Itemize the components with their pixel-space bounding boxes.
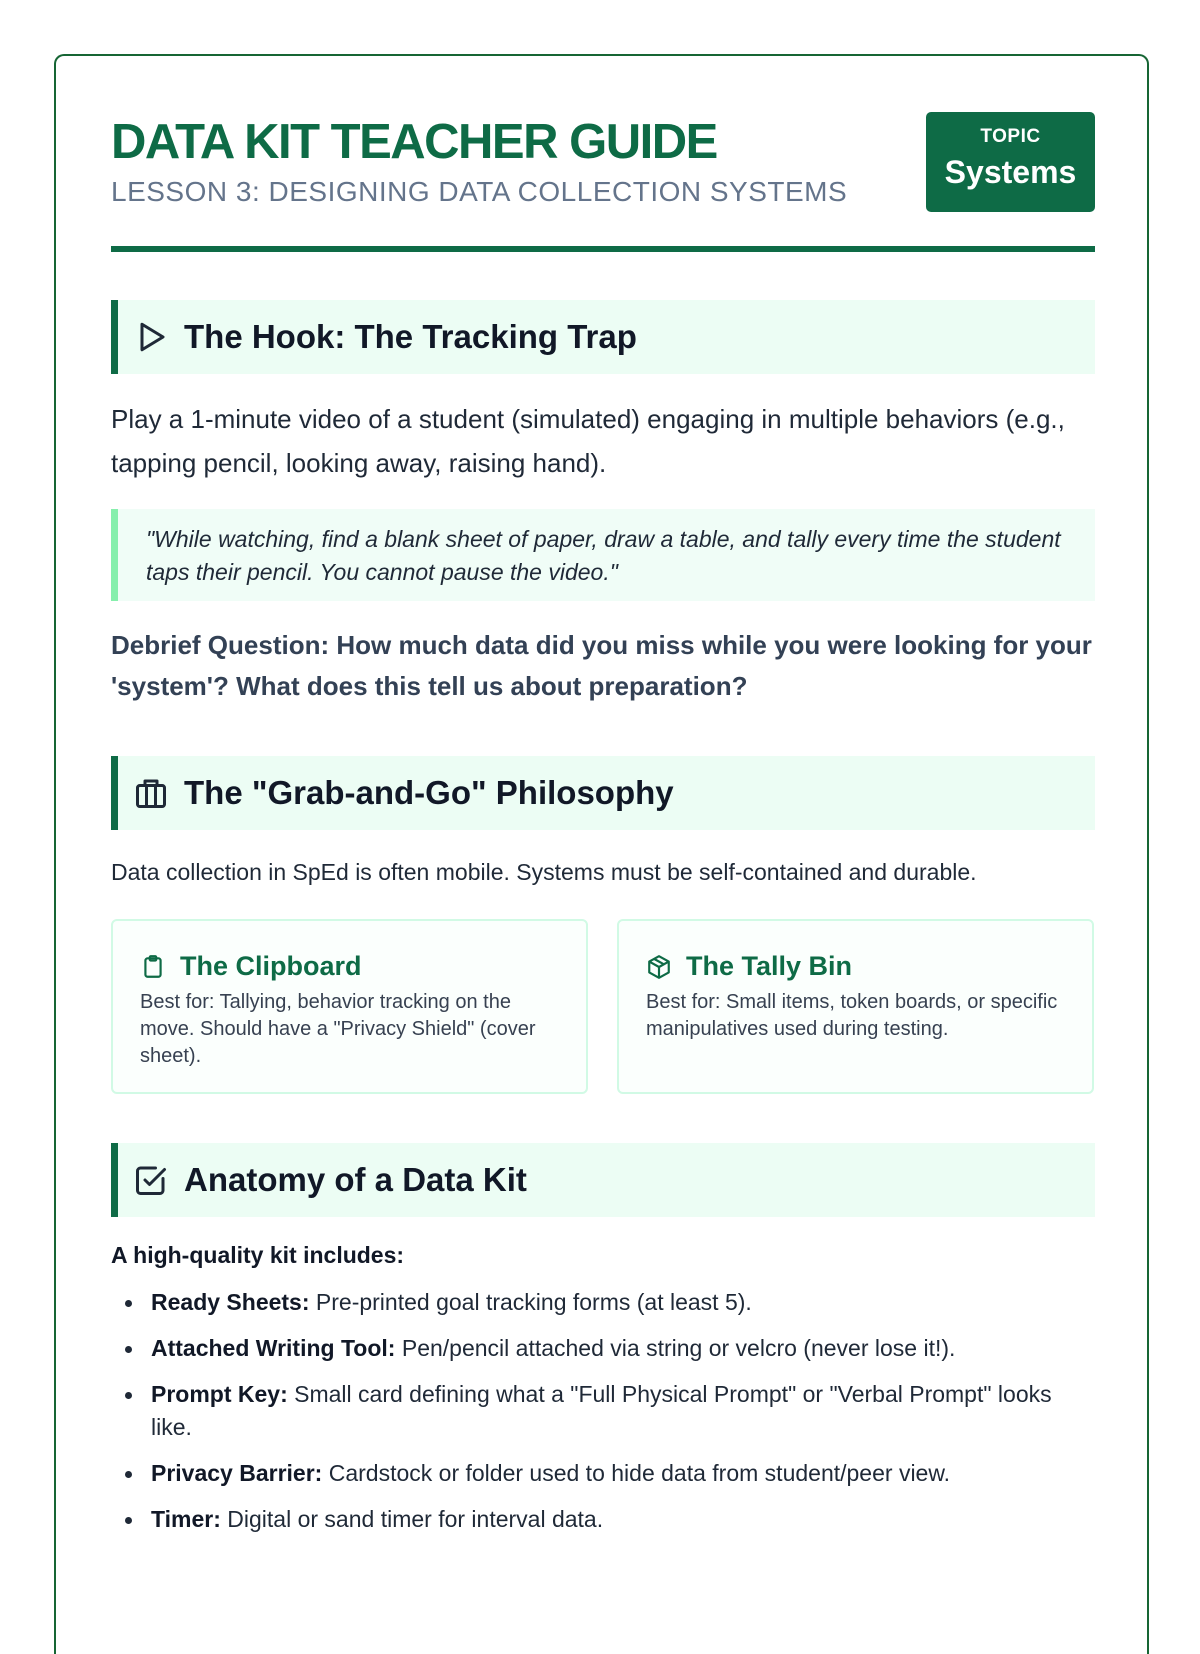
tool-card-clipboard bbox=[111, 919, 588, 1094]
tool-card-title: The Clipboard bbox=[180, 951, 362, 981]
tool-cards bbox=[111, 919, 1095, 1094]
topic-badge bbox=[926, 112, 1095, 212]
header-divider bbox=[111, 246, 1095, 252]
play-icon bbox=[132, 318, 170, 356]
section-title-philosophy: The "Grab-and-Go" Philosophy bbox=[184, 774, 674, 811]
list-item-term: Attached Writing Tool: bbox=[151, 1335, 396, 1361]
list-item-term: Privacy Barrier: bbox=[151, 1460, 323, 1486]
tool-card-desc: Best for: Small items, token boards, or specific manipulatives used during testing. bbox=[646, 991, 1058, 1040]
tool-card-desc: Best for: Tallying, behavior tracking on the move. Should have a "Privacy Shield" (cover sheet). bbox=[140, 991, 536, 1067]
hook-quote: "While watching, find a blank sheet of paper, draw a table, and tally every time the student taps their pencil. You cannot pause the video." bbox=[111, 509, 1095, 601]
section-header-anatomy bbox=[111, 1143, 1095, 1217]
list-item bbox=[111, 1503, 1095, 1536]
list-item-term: Timer: bbox=[151, 1506, 221, 1532]
tool-card-header bbox=[140, 951, 362, 982]
list-item-text: Pre-printed goal tracking forms (at least 5). bbox=[309, 1289, 752, 1315]
list-item bbox=[111, 1332, 1095, 1365]
list-item-text: Cardstock or folder used to hide data from student/peer view. bbox=[322, 1460, 951, 1486]
tool-card-title: The Tally Bin bbox=[686, 951, 853, 981]
list-item-term: Prompt Key: bbox=[151, 1381, 288, 1407]
page-header bbox=[111, 56, 1095, 246]
section-header-philosophy bbox=[111, 756, 1095, 830]
list-item-text: Digital or sand timer for interval data. bbox=[220, 1506, 604, 1532]
tool-card-tally-bin bbox=[617, 919, 1094, 1094]
guide-content bbox=[111, 56, 1095, 1532]
topic-value: Systems bbox=[944, 154, 1077, 190]
section-title-anatomy: Anatomy of a Data Kit bbox=[184, 1161, 527, 1198]
list-item-text: Pen/pencil attached via string or velcro (never lose it!). bbox=[395, 1335, 956, 1361]
guide-card bbox=[54, 54, 1149, 1654]
topic-label: TOPIC bbox=[980, 126, 1041, 147]
checkbox-icon bbox=[132, 1161, 170, 1199]
kit-list bbox=[111, 1286, 1095, 1549]
philosophy-intro: Data collection in SpEd is often mobile. Systems must be self-contained and durable. bbox=[111, 859, 977, 885]
kit-lead: A high-quality kit includes: bbox=[111, 1242, 405, 1268]
list-item bbox=[111, 1378, 1095, 1444]
section-title-hook: The Hook: The Tracking Trap bbox=[184, 318, 637, 355]
section-header-hook bbox=[111, 300, 1095, 374]
list-item bbox=[111, 1286, 1095, 1319]
list-item-text: Small card defining what a "Full Physical Prompt" or "Verbal Prompt" looks like. bbox=[151, 1381, 1052, 1440]
page-title: DATA KIT TEACHER GUIDE bbox=[111, 115, 717, 169]
tool-card-header bbox=[646, 951, 852, 982]
list-item-term: Ready Sheets: bbox=[151, 1289, 310, 1315]
page-subtitle: LESSON 3: DESIGNING DATA COLLECTION SYSTEMS bbox=[111, 176, 848, 207]
list-item bbox=[111, 1457, 1095, 1490]
box-icon bbox=[646, 954, 672, 980]
debrief-question: Debrief Question: How much data did you miss while you were looking for your 'system'? What does this tell us about preparation? bbox=[111, 630, 1092, 701]
clipboard-icon bbox=[140, 954, 166, 980]
briefcase-icon bbox=[132, 774, 170, 812]
hook-intro: Play a 1-minute video of a student (simulated) engaging in multiple behaviors (e.g., tapping pencil, looking away, raising hand). bbox=[111, 404, 1065, 478]
